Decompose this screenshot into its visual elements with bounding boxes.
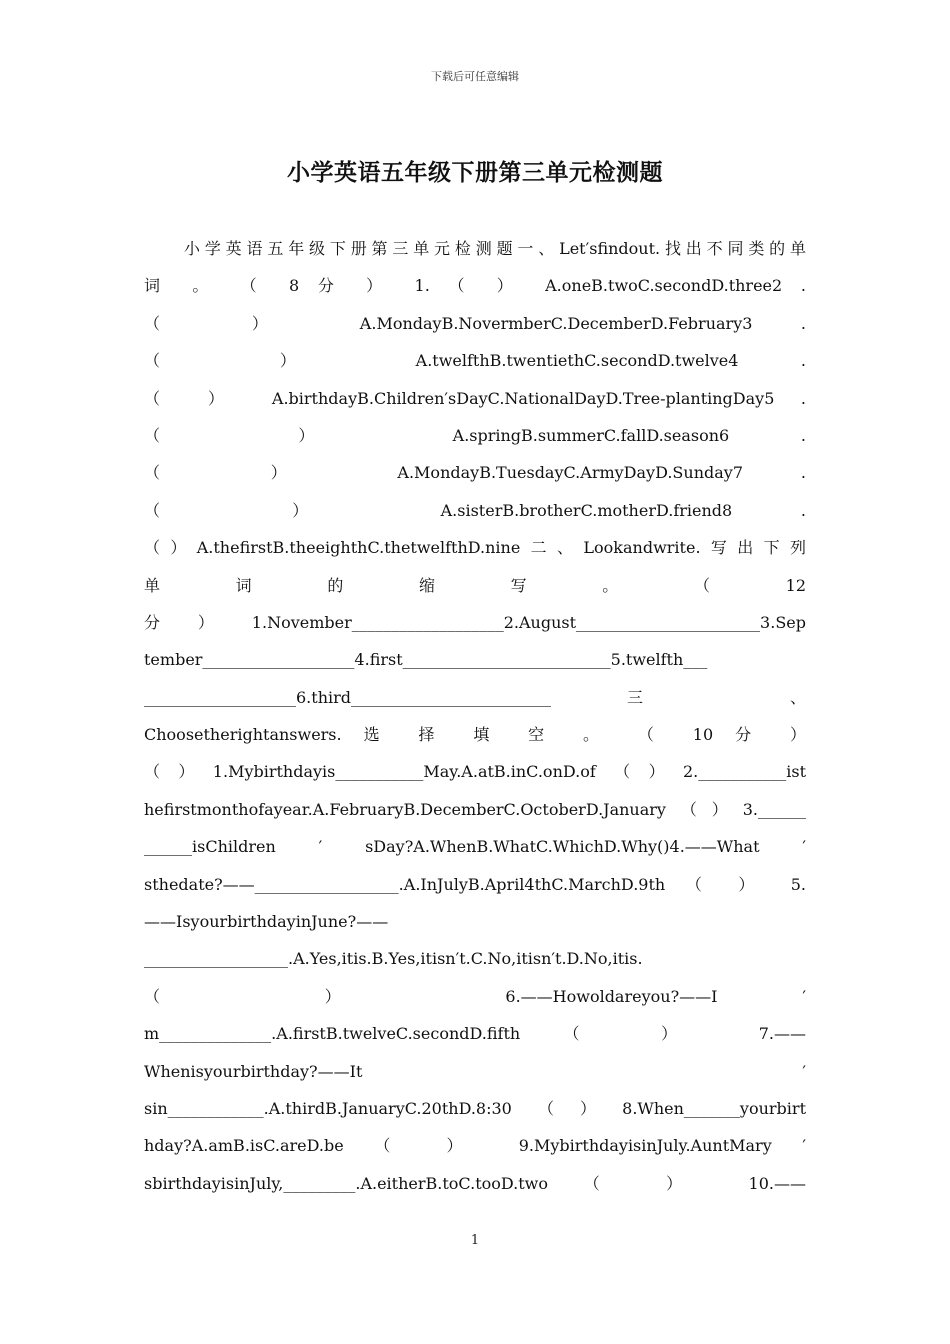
body-line: （ ） A.twelfthB.twentiethC.secondD.twelve4 . bbox=[144, 351, 806, 371]
body-line: 小学英语五年级下册第三单元检测题一、Let′sfindout.找出不同类的单 bbox=[184, 239, 806, 258]
body-line: hefirstmonthofayear.A.FebruaryB.DecemberC.OctoberD.January（）3.______ bbox=[144, 799, 806, 819]
body-line: （）A.thefirstB.theeighthC.thetwelfthD.nine二、Lookandwrite.写出下列 bbox=[144, 538, 806, 558]
body-line: 分）1.November___________________2.August_______________________3.Sep bbox=[144, 612, 806, 632]
body-line: （ ） A.MondayB.NovermberC.DecemberD.February3 . bbox=[144, 313, 806, 333]
body-line: 单 词 的 缩 写 。 （ 12 bbox=[144, 575, 806, 595]
body-line: 词 。 （ 8 分 ） 1. （ ） A.oneB.twoC.secondD.three2 . bbox=[144, 276, 806, 296]
body-line: （ ） A.springB.summerC.fallD.season6 . bbox=[144, 425, 806, 445]
body-line: sthedate?——__________________.A.InJulyB.April4thC.MarchD.9th （ ） 5. bbox=[144, 874, 806, 894]
body-line: （ ） A.birthdayB.Children′sDayC.NationalDayD.Tree-plantingDay5 . bbox=[144, 388, 806, 408]
body-line: ______isChildren ′ sDay?A.WhenB.WhatC.WhichD.Why()4.——What ′ bbox=[144, 837, 806, 857]
body-line: __________________.A.Yes,itis.B.Yes,itisn′t.C.No,itisn′t.D.No,itis. bbox=[144, 949, 643, 969]
document-body bbox=[144, 230, 806, 1202]
body-line: Choosetherightanswers. 选 择 填 空 。 （ 10 分 ） bbox=[144, 725, 806, 745]
body-line: ——IsyourbirthdayinJune?—— bbox=[144, 912, 389, 932]
body-line: sin____________.A.thirdB.JanuaryC.20thD.8:30（）8.When_______yourbirt bbox=[144, 1098, 806, 1118]
document-title: 小学英语五年级下册第三单元检测题 bbox=[287, 159, 663, 186]
body-line: （ ） A.sisterB.brotherC.motherD.friend8 . bbox=[144, 500, 806, 520]
page-header-note: 下载后可任意编辑 bbox=[431, 70, 519, 83]
body-line: （）1.Mybirthdayis___________May.A.atB.inC.onD.of（）2.___________ist bbox=[144, 762, 806, 782]
body-line: hday?A.amB.isC.areD.be （ ） 9.MybirthdayisinJuly.AuntMary ′ bbox=[144, 1136, 806, 1156]
body-line: Whenisyourbirthday?——It ′ bbox=[144, 1061, 806, 1081]
body-line: m______________.A.firstB.twelveC.secondD.fifth （ ） 7.—— bbox=[144, 1024, 806, 1044]
body-line: sbirthdayisinJuly,_________.A.eitherB.toC.tooD.two （ ） 10.—— bbox=[144, 1173, 806, 1193]
page-number: 1 bbox=[470, 1233, 480, 1248]
body-line: tember___________________4.first__________________________5.twelfth___ bbox=[144, 650, 708, 670]
body-line: ___________________6.third_________________________ 三 、 bbox=[144, 687, 806, 707]
body-line: （ ） A.MondayB.TuesdayC.ArmyDayD.Sunday7 . bbox=[144, 463, 806, 483]
body-line: （ ） 6.——Howoldareyou?——I ′ bbox=[144, 986, 806, 1006]
